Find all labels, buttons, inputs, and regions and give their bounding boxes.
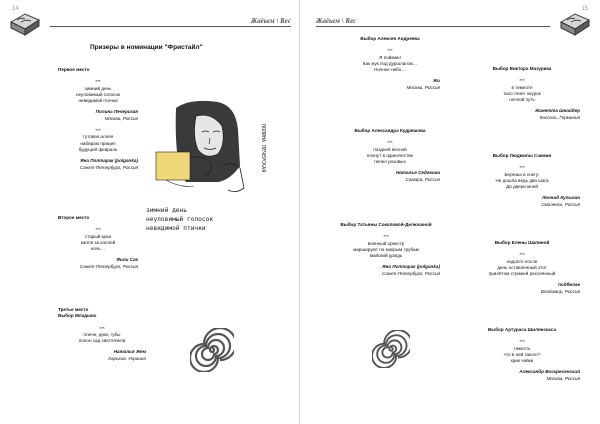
choice-heading: Выбор Людмилы Сакмин [492, 153, 552, 158]
author-name: Полина Печерская [95, 109, 138, 115]
haiku-line: Ночное небо… [374, 67, 406, 73]
haiku [464, 172, 580, 191]
haiku-line: надолго после [506, 258, 538, 264]
section-title: Призеры в номинации "Фристайл" [90, 44, 203, 51]
haiku-line: невидимой птички [78, 98, 118, 104]
choice-block [464, 66, 580, 121]
stars-separator: *** [519, 78, 525, 84]
haiku-line: пепел розовых [374, 159, 406, 165]
haiku-line: майский дождь [369, 253, 403, 259]
author-name: Жи [432, 78, 440, 84]
stars-separator: *** [387, 48, 393, 54]
choice-block [464, 327, 580, 382]
author-city: Кассель, Германия [539, 114, 580, 120]
stars-separator: *** [387, 140, 393, 146]
second-place-block [58, 215, 138, 270]
choice-block [340, 128, 440, 183]
stars-separator: *** [99, 325, 105, 331]
choice-heading: Выбор Алексея Андреева [360, 36, 420, 41]
author-name: Жанетта Шнайдер [534, 108, 580, 114]
haiku-line: тяжесть [513, 345, 531, 351]
stars-separator: *** [95, 79, 101, 85]
haiku-line: зимний день [84, 85, 112, 91]
spiral-icon [372, 330, 410, 368]
place-heading: Первое место [58, 67, 90, 72]
author-city: Санкт-Петербург, Россия [79, 164, 138, 170]
header-title: Жаёьем \ Rec [316, 17, 357, 25]
haiku-line: набираю прицеп [80, 140, 116, 146]
haiga-drawing-svg [140, 96, 278, 248]
haiku-line: ночь… [90, 246, 106, 252]
stars-separator: *** [95, 128, 101, 134]
choice-heading: Выбор Артураса Шилянскаса [487, 327, 557, 332]
haiku-line: До двери моей [506, 184, 538, 190]
caption-line: зимний день [146, 207, 187, 214]
haiku-line: день оставленный этот [497, 264, 547, 270]
running-header [316, 14, 550, 27]
choice-heading: Выбор Виктора Мазурика [492, 66, 552, 71]
haiku-line: плачут в одиночестве [366, 152, 414, 158]
third-place-block [58, 307, 146, 362]
author-name: Фили Сак [116, 257, 138, 263]
page-number: 14 [12, 6, 19, 12]
spiral-icon [190, 328, 234, 372]
right-page [300, 0, 600, 424]
first-place-block [58, 67, 138, 171]
haiku-line: что в ней такого? [503, 351, 541, 357]
haiku-line: тутовая аллея [82, 134, 114, 140]
book-logo-icon [8, 8, 42, 40]
book-logo-icon [558, 8, 592, 40]
haiku-line: в темноте [511, 84, 533, 90]
haiku-line: маршируют по мокрым трубам [353, 246, 419, 252]
author-name: Яна Полтарак (polganka) [382, 264, 440, 270]
haiku-line: прилётом стрижей рассеянный [488, 271, 556, 277]
artist-signature: ПОЛИНА ПЕЧЕРСКАЯ [260, 124, 266, 173]
haiku-line: ночной путь [509, 97, 535, 103]
haiku-line: капля за каплей [80, 239, 116, 245]
running-header [50, 14, 291, 27]
haiku [464, 259, 580, 278]
haiku [58, 332, 146, 345]
haiku [332, 241, 440, 260]
haiku-line: Березка в снегу: [504, 171, 540, 177]
choice-block [332, 222, 440, 277]
author-city: Москва, Россия [546, 375, 580, 381]
haiku-line: полон сад светлячков [78, 338, 126, 344]
stars-separator: *** [519, 339, 525, 345]
haiku-line: Я пойман! [379, 54, 401, 60]
haiku [340, 55, 440, 74]
stars-separator: *** [519, 252, 525, 258]
author-name: подбелае [558, 282, 580, 288]
haiku-line: плечи, руки, губы [83, 331, 121, 337]
choice-block [464, 240, 580, 295]
choice-heading: Выбор Александра Кудряшова [354, 128, 426, 133]
author-city: Самара, Россия [405, 176, 440, 182]
haiku-line: неуловимый голосок [75, 91, 121, 97]
author-city: Владимир, Россия [540, 288, 580, 294]
choice-heading: Выбор Татьяны Соколовой-Делюсиной [340, 222, 432, 227]
header-title: Жаёьем \ Rec [250, 17, 291, 25]
haiku [464, 85, 580, 104]
author-name: Наталья Жем [113, 349, 146, 355]
page-number: 15 [581, 6, 588, 12]
author-city: Санкт-Петербург, Россия [79, 263, 138, 269]
choice-block [340, 36, 440, 91]
stars-separator: *** [95, 227, 101, 233]
haiku [58, 86, 138, 105]
caption-line: невидимой птички [146, 225, 206, 232]
author-city: Москва, Россия [104, 115, 138, 121]
author-name: Наталья Седякова [395, 170, 440, 176]
haiku-line: Не дошла ведь два шага [495, 177, 549, 183]
haiga-drawing [140, 96, 278, 248]
author-name: Яна Полтарак (polganka) [80, 158, 138, 164]
haiku [58, 134, 138, 153]
haiku [464, 346, 580, 365]
place-heading: Третье место [58, 307, 89, 312]
choice-block [464, 153, 580, 208]
stars-separator: *** [519, 165, 525, 171]
caption-line: неуловимый голосок [146, 216, 214, 223]
haiku [58, 234, 138, 253]
haiku-line: старый кран [84, 233, 112, 239]
choice-heading: Выбор Елены Шапиной [494, 240, 550, 245]
haiku-line: тихо тянет окурок [503, 90, 541, 96]
author-name: Леонид Кульман [542, 195, 580, 201]
author-city: Харьков, Украина [107, 355, 146, 361]
author-city: Санкт-Петербург, Россия [381, 270, 440, 276]
stars-separator: *** [383, 234, 389, 240]
haiku-line: будущей февраль [78, 146, 118, 152]
haiku-line: военный оркестр [367, 240, 405, 246]
haiku-line: поздней весной [373, 146, 407, 152]
author-city: Смоленск, Россия [541, 201, 580, 207]
author-city: Москва, Россия [406, 84, 440, 90]
haiku-line: Как жук под дуршлагом… [362, 60, 418, 66]
place-heading: Второе место [58, 215, 90, 220]
place-subheading: Выбор Младших [58, 313, 97, 319]
author-name: Александр Воскресенский [519, 369, 580, 375]
haiku-line: крик чайки [510, 358, 534, 364]
haiku [340, 147, 440, 166]
